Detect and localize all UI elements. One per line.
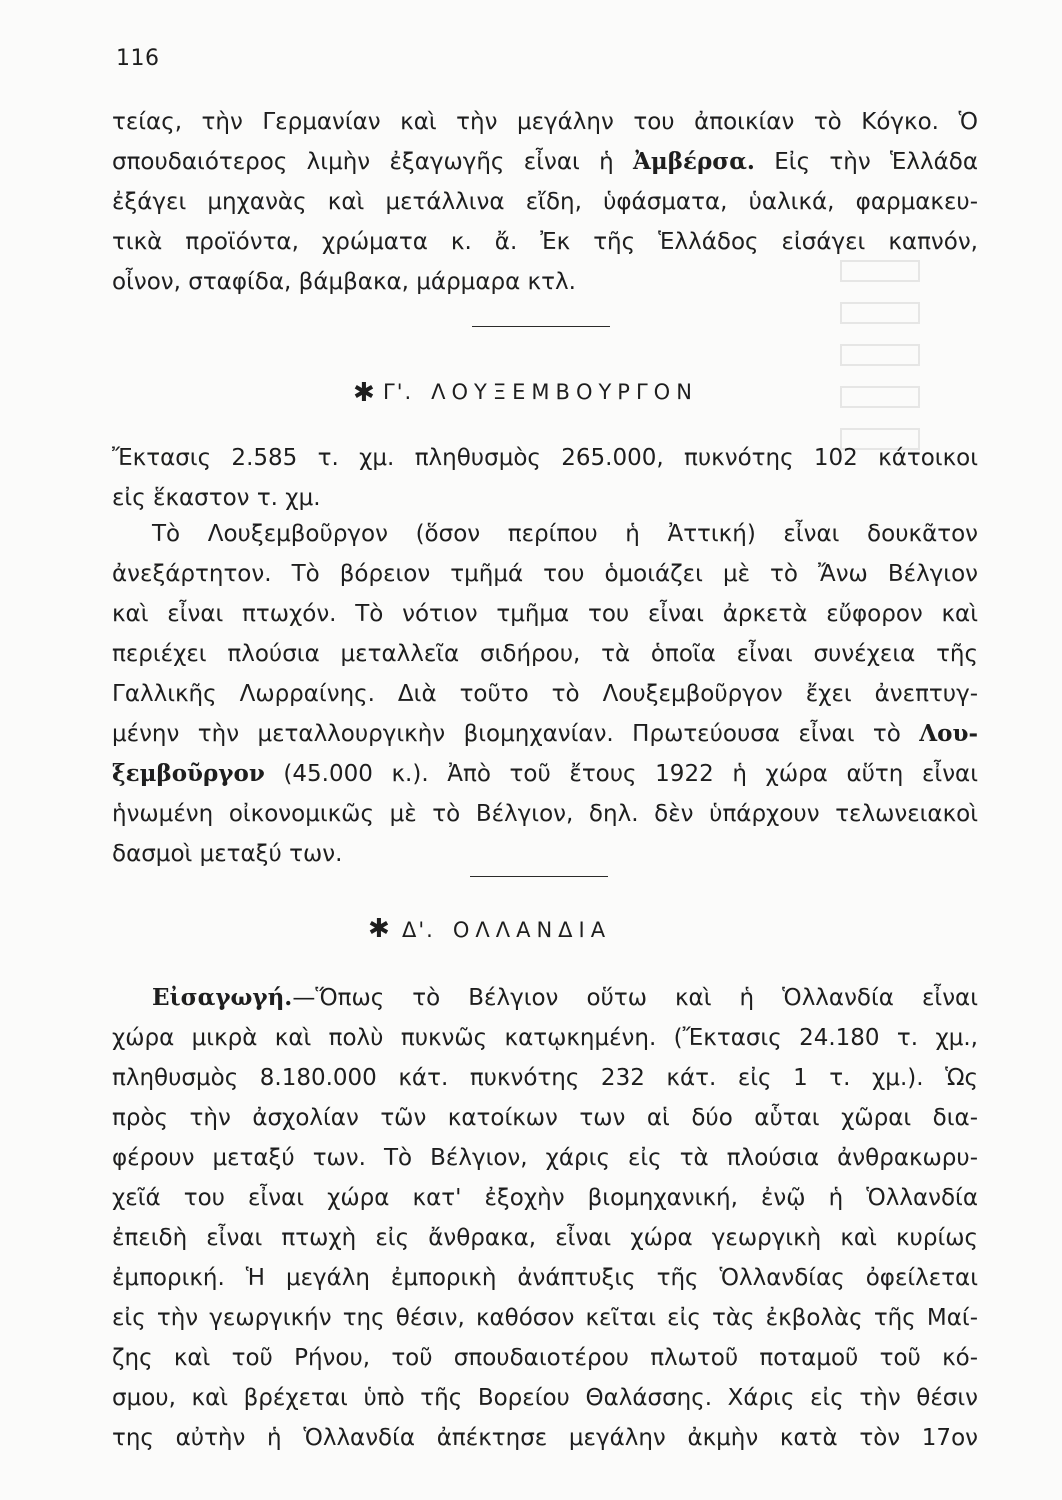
nl-line-1 [112, 978, 978, 1018]
nl-line-7: ἐπειδὴ εἶναι πτωχὴ εἰς ἄνθρακα, εἶναι χώρα γεωργικὴ καὶ κυρίως [112, 1225, 978, 1251]
luxembourg-stats [112, 438, 978, 518]
capital-name-part-1: Λου- [919, 720, 978, 747]
section-divider [470, 876, 608, 877]
intro-line-3: ἐξάγει μηχανὰς καὶ μετάλλινα εἴδη, ὑφάσματα, ὑαλικά, φαρμακευ- [112, 189, 978, 215]
nl-line-11: σμου, καὶ βρέχεται ὑπὸ τῆς Βορείου Θαλάσσης. Χάρις εἰς τὴν θέσιν [112, 1385, 978, 1411]
stats-line-1: Ἔκτασις 2.585 τ. χμ. πληθυσμὸς 265.000, πυκνότης 102 κάτοικοι [112, 445, 978, 471]
nl-line-10: ζης καὶ τοῦ Ρήνου, τοῦ σπουδαιοτέρου πλωτοῦ ποταμοῦ τοῦ κό- [112, 1345, 978, 1371]
nl-line-12: της αὐτὴν ἡ Ὁλλανδία ἀπέκτησε μεγάλην ἀκμὴν κατὰ τὸν 17ον [112, 1425, 978, 1451]
nl-line-8: ἐμπορική. Ἡ μεγάλη ἐμπορικὴ ἀνάπτυξις τῆς Ὁλλανδίας ὀφείλεται [112, 1265, 978, 1291]
lux-line-7-text: (45.000 κ.). Ἀπὸ τοῦ ἔτους 1922 ἡ χώρα αὕτη εἶναι [264, 761, 978, 787]
lux-line-8: ἡνωμένη οἰκονομικῶς μὲ τὸ Βέλγιον, δηλ. δὲν ὑπάρχουν τελωνειακοὶ [112, 801, 978, 827]
lux-line-5: Γαλλικῆς Λωρραίνης. Διὰ τοῦτο τὸ Λουξεμβοῦργον ἔχει ἀνεπτυγ- [112, 681, 978, 707]
asterisk-mark-icon: ✱ [368, 914, 390, 944]
lux-line-9: δασμοὶ μεταξύ των. [112, 841, 343, 867]
intro-lead-label: Εἰσαγωγή. [152, 984, 293, 1011]
nl-line-5: φέρουν μεταξύ των. Τὸ Βέλγιον, χάρις εἰς τὰ πλούσια ἀνθρακωρυ- [112, 1145, 978, 1171]
nl-line-1-text: —Ὅπως τὸ Βέλγιον οὕτω καὶ ἡ Ὁλλανδία εἶναι [292, 985, 978, 1011]
section-heading-luxembourg [383, 380, 698, 404]
nl-line-4: πρὸς τὴν ἀσχολίαν τῶν κατοίκων των αἱ δύο αὗται χῶραι δια- [112, 1105, 978, 1131]
capital-name-part-2: ξεμβοῦργον [112, 760, 265, 787]
intro-line-1: τείας, τὴν Γερμανίαν καὶ τὴν μεγάλην του ἀποικίαν τὸ Κόγκο. Ὁ [112, 109, 978, 135]
lux-line-1: Τὸ Λουξεμβοῦργον (ὅσον περίπου ἡ Ἀττική) εἶναι δουκᾶτον [152, 521, 978, 547]
intro-line-5: οἶνον, σταφίδα, βάμβακα, μάρμαρα κτλ. [112, 269, 576, 295]
luxembourg-paragraph [112, 514, 978, 874]
section-number: Γ'. [383, 380, 414, 404]
intro-line-4: τικὰ προϊόντα, χρώματα κ. ἄ. Ἐκ τῆς Ἑλλάδος εἰσάγει καπνόν, [112, 229, 978, 255]
intro-line-2-text: σπουδαιότερος λιμὴν ἐξαγωγῆς εἶναι ἡ [112, 149, 634, 175]
section-title: ΛΟΥΞΕΜΒΟΥΡΓΟΝ [431, 380, 698, 404]
nl-line-2: χώρα μικρὰ καὶ πολὺ πυκνῶς κατῳκημένη. (Ἔκτασις 24.180 τ. χμ., [112, 1025, 978, 1051]
intro-line-2-tail: Εἰς τὴν Ἑλλάδα [754, 149, 978, 175]
stats-line-2: εἰς ἕκαστον τ. χμ. [112, 485, 321, 511]
section-divider [472, 326, 610, 327]
section-heading-netherlands [402, 918, 611, 942]
section-number: Δ'. [402, 918, 435, 942]
section-title: ΟΛΛΑΝΔΙΑ [452, 918, 612, 942]
lux-line-6 [112, 714, 978, 754]
lux-line-2: ἀνεξάρτητον. Τὸ βόρειον τμῆμά του ὁμοιάζει μὲ τὸ Ἄνω Βέλγιον [112, 561, 978, 587]
nl-line-9: εἰς τὴν γεωργικήν της θέσιν, καθόσον κεῖται εἰς τὰς ἐκβολὰς τῆς Μαί- [112, 1305, 978, 1331]
lux-line-7 [112, 754, 978, 794]
nl-line-3: πληθυσμὸς 8.180.000 κάτ. πυκνότης 232 κάτ. εἰς 1 τ. χμ.). Ὡς [112, 1065, 978, 1091]
lux-line-6-text: μένην τὴν μεταλλουργικὴν βιομηχανίαν. Πρωτεύουσα εἶναι τὸ [112, 721, 920, 747]
lux-line-4: περιέχει πλούσια μεταλλεῖα σιδήρου, τὰ ὁποῖα εἶναι συνέχεια τῆς [112, 641, 978, 667]
asterisk-mark-icon: ✱ [353, 378, 375, 408]
port-name-antwerp: Ἀμβέρσα. [633, 148, 755, 175]
lux-line-3: καὶ εἶναι πτωχόν. Τὸ νότιον τμῆμα του εἶναι ἀρκετὰ εὔφορον καὶ [112, 601, 978, 627]
intro-paragraph [112, 102, 978, 302]
netherlands-paragraph [112, 978, 978, 1458]
nl-line-6: χεῖά του εἶναι χώρα κατ' ἐξοχὴν βιομηχανική, ἐνῷ ἡ Ὁλλανδία [112, 1185, 978, 1211]
page-number: 116 [116, 46, 160, 71]
intro-line-2 [112, 142, 978, 182]
